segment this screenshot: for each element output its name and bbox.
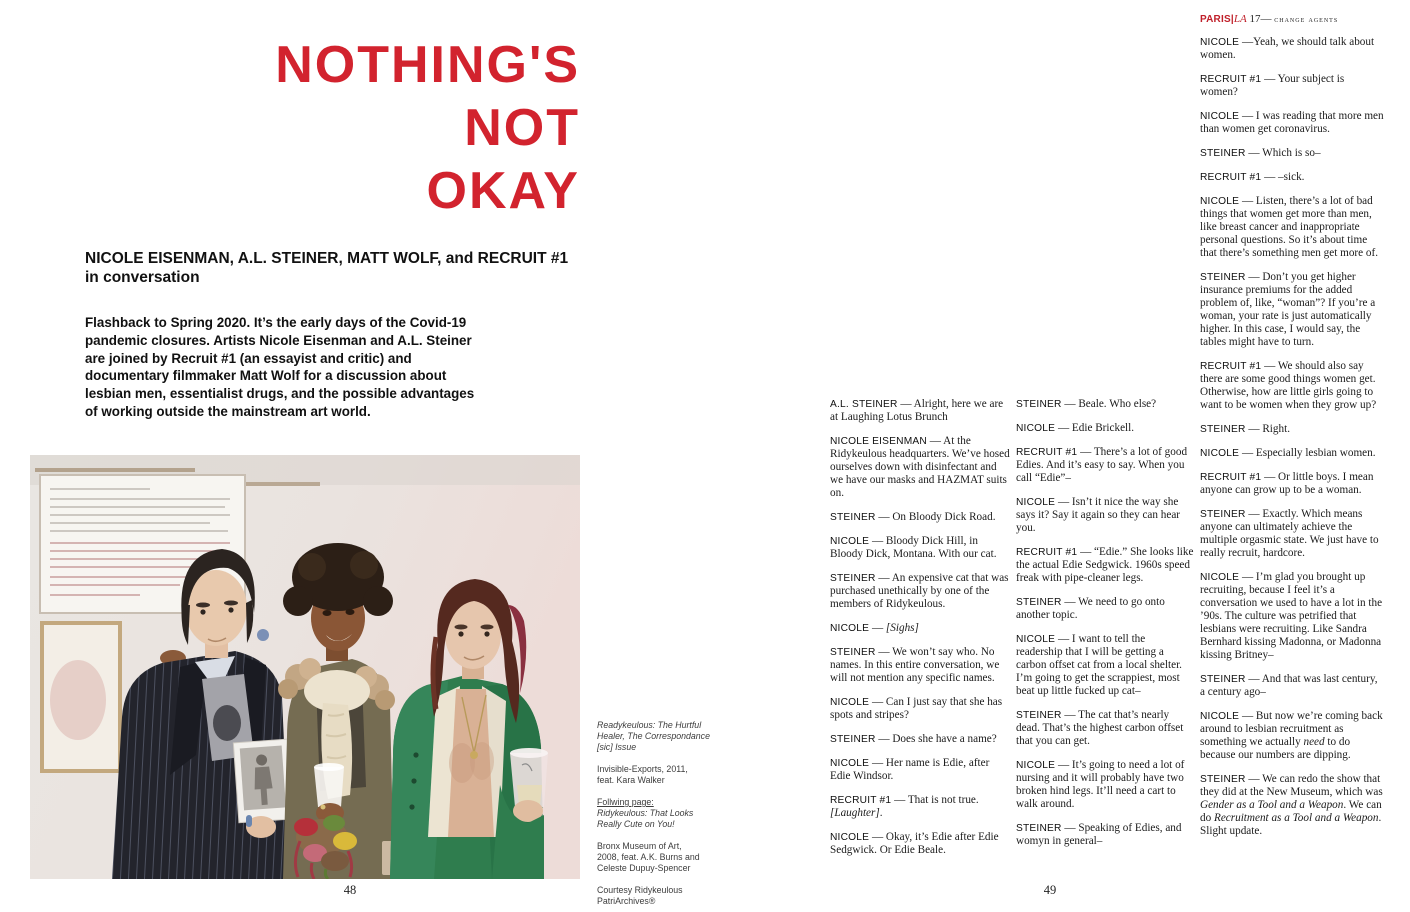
speaker-name: NICOLE	[830, 832, 870, 843]
wall-sticker	[257, 629, 269, 641]
dialogue-text: — Bloody Dick Hill, in Bloody Dick, Montana. With our cat.	[830, 535, 997, 560]
dialogue-text: — Her name is Edie, after Edie Windsor.	[830, 757, 990, 782]
speaker-name: NICOLE	[1200, 711, 1240, 722]
caption-line: Really Cute on You!	[597, 819, 675, 829]
dialogue-entry	[830, 757, 1010, 783]
running-head	[1200, 13, 1390, 25]
dialogue-text: — Which is so–	[1248, 147, 1321, 159]
dialogue-entry	[1200, 423, 1384, 436]
dialogue-entry	[1200, 508, 1384, 560]
brand-paris: PARIS	[1200, 14, 1231, 25]
dialogue-entry	[1016, 633, 1194, 698]
dialogue-text: — Especially lesbian women.	[1241, 447, 1376, 459]
photo-caption-block	[597, 720, 737, 753]
speaker-name: NICOLE	[1016, 423, 1056, 434]
page-number-left: 48	[343, 883, 357, 897]
caption-line: [sic] Issue	[597, 742, 637, 752]
dialogue-entry	[830, 572, 1010, 611]
dialogue-entry	[1200, 673, 1384, 699]
dialogue-text: — On Bloody Dick Road.	[878, 511, 996, 523]
dialogue-text: — Speaking of Edies, and womyn in general–	[1016, 822, 1182, 847]
article-title-line-2: NOT	[464, 99, 580, 157]
speaker-name: NICOLE	[830, 697, 870, 708]
dialogue-text: — [Sighs]	[871, 622, 919, 634]
caption-line: Readykeulous: The Hurtful	[597, 720, 702, 730]
page-number-right: 49	[1043, 883, 1057, 897]
speaker-name: NICOLE	[1200, 111, 1240, 122]
speaker-name: STEINER	[830, 734, 876, 745]
dialogue-text: — We can redo the show that they did at the New Museum, which was Gender as a Tool and a Weapon. We can do Recruitment as a Tool and a Weapon. Slight update.	[1200, 773, 1383, 837]
dialogue-text: — But now we’re coming back around to lesbian recruitment as something we actually need to do because our numbers are dipping.	[1200, 710, 1383, 761]
photo-caption-block	[597, 841, 737, 874]
dialogue-entry	[1200, 73, 1384, 99]
dialogue-text: — The cat that’s nearly dead. That’s the highest carbon offset that you can get.	[1016, 709, 1184, 747]
caption-line: Ridykeulous: That Looks	[597, 808, 694, 818]
dialogue-text: — “Edie.” She looks like the actual Edie Sedgwick. 1960s speed freak with pipe-cleaner legs.	[1016, 546, 1194, 584]
speaker-name: STEINER	[1200, 148, 1246, 159]
conversation-photo	[30, 455, 580, 879]
dialogue-entry	[830, 733, 1010, 746]
speaker-name: RECRUIT #1	[1200, 361, 1262, 372]
caption-line: Celeste Dupuy-Spencer	[597, 863, 691, 873]
dialogue-entry	[1200, 360, 1384, 412]
photo-caption-block	[597, 797, 737, 830]
dialogue-entry	[1016, 496, 1194, 535]
dialogue-text: — Your subject is women?	[1200, 73, 1345, 98]
brand-la: LA	[1233, 13, 1247, 25]
speaker-name: RECRUIT #1	[1200, 172, 1262, 183]
article-title-line-3: OKAY	[426, 162, 580, 220]
speaker-name: NICOLE	[1016, 634, 1056, 645]
dialogue-text: — And that was last century, a century ago–	[1200, 673, 1378, 698]
speaker-name: STEINER	[830, 573, 876, 584]
speaker-name: NICOLE	[1200, 448, 1240, 459]
dialogue-entry	[1016, 759, 1194, 811]
held-photograph	[233, 739, 292, 823]
dialogue-entry	[1200, 171, 1384, 184]
dialogue-text: — Right.	[1248, 423, 1291, 435]
speaker-name: STEINER	[830, 512, 876, 523]
dialogue-entry	[1200, 195, 1384, 260]
speaker-name: STEINER	[1200, 272, 1246, 283]
dialogue-text: — It’s going to need a lot of nursing and it will probably have two broken hind legs. It’ll need a cart to walk around.	[1016, 759, 1185, 810]
dialogue-entry	[1016, 596, 1194, 622]
issue-number: 17—	[1249, 13, 1272, 25]
speaker-name: NICOLE	[1200, 572, 1240, 583]
dialogue-text: — Beale. Who else?	[1064, 398, 1157, 410]
dialogue-entry	[1200, 110, 1384, 136]
dialogue-entry	[1016, 446, 1194, 485]
dialogue-text: — Does she have a name?	[878, 733, 997, 745]
dialogue-entry	[830, 831, 1010, 857]
dialogue-text: — Listen, there’s a lot of bad things that women get more than men, like breast cancer and inappropriate personal questions. So it’s about time that there’s something men get more of.	[1200, 195, 1379, 259]
dialogue-entry	[830, 435, 1010, 500]
speaker-name: STEINER	[1016, 823, 1062, 834]
speaker-name: STEINER	[1200, 774, 1246, 785]
dialogue-text: — Exactly. Which means anyone can ultimately achieve the multiple orgasmic state. We just have to really recruit, hardcore.	[1200, 508, 1379, 559]
conversation-column-2	[1016, 398, 1194, 886]
speaker-name: A.L. STEINER	[830, 399, 898, 410]
speaker-name: STEINER	[830, 647, 876, 658]
speaker-name: NICOLE	[830, 623, 870, 634]
conversation-column-3	[1200, 36, 1384, 886]
speaker-name: NICOLE	[1016, 497, 1056, 508]
dialogue-entry	[1016, 709, 1194, 748]
plastic-cup-middle	[314, 763, 344, 807]
speaker-name: RECRUIT #1	[830, 795, 892, 806]
caption-line: Courtesy Ridykeulous	[597, 885, 683, 895]
dialogue-entry	[1016, 422, 1194, 435]
dialogue-entry	[1200, 147, 1384, 160]
dialogue-entry	[830, 511, 1010, 524]
dialogue-entry	[1200, 471, 1384, 497]
speaker-name: STEINER	[1016, 399, 1062, 410]
caption-line: Invisible-Exports, 2011,	[597, 764, 688, 774]
section-name: change agents	[1274, 14, 1339, 24]
dialogue-text: — Can I just say that she has spots and stripes?	[830, 696, 1003, 721]
dialogue-entry	[830, 646, 1010, 685]
dialogue-text: — An expensive cat that was purchased unethically by one of the members of Ridykeulous.	[830, 572, 1009, 610]
photo-caption-column	[597, 720, 737, 912]
caption-line: feat. Kara Walker	[597, 775, 665, 785]
photo-caption-block	[597, 764, 737, 786]
dialogue-entry	[830, 535, 1010, 561]
speaker-name: NICOLE	[830, 758, 870, 769]
dialogue-entry	[1016, 398, 1194, 411]
speaker-name: NICOLE	[1200, 37, 1240, 48]
plastic-cup-right	[510, 748, 548, 807]
dialogue-entry	[1016, 822, 1194, 848]
article-title	[200, 34, 580, 223]
dialogue-entry	[1200, 773, 1384, 838]
photo-caption-block	[597, 885, 737, 907]
photo-illustration	[30, 455, 580, 879]
dialogue-text: — I’m glad you brought up recruiting, because I feel it’s a conversation we used to have a lot in the ’90s. The culture was petrified that lesbians were recruiting. Like Sandra Bernhard kissing Madonna, or Madonna kissing Britney–	[1200, 571, 1383, 661]
dialogue-text: — –sick.	[1264, 171, 1305, 183]
speaker-name: RECRUIT #1	[1016, 447, 1078, 458]
dialogue-entry	[1016, 546, 1194, 585]
dialogue-entry	[830, 398, 1010, 424]
dialogue-text: — Okay, it’s Edie after Edie Sedgwick. Or Edie Beale.	[830, 831, 999, 856]
speaker-name: NICOLE	[1200, 196, 1240, 207]
speaker-name: STEINER	[1016, 710, 1062, 721]
speaker-name: RECRUIT #1	[1016, 547, 1078, 558]
dialogue-text: — Alright, here we are at Laughing Lotus Brunch	[830, 398, 1004, 423]
speaker-name: RECRUIT #1	[1200, 74, 1262, 85]
article-title-line-1: NOTHING'S	[275, 36, 580, 94]
dialogue-text: — We need to go onto another topic.	[1016, 596, 1165, 621]
dialogue-entry	[1200, 36, 1384, 62]
byline-subtitle: in conversation	[85, 269, 200, 286]
speaker-name: RECRUIT #1	[1200, 472, 1262, 483]
byline-names: NICOLE EISENMAN, A.L. STEINER, MATT WOLF, and RECRUIT #1	[85, 250, 569, 267]
dialogue-entry	[830, 622, 1010, 635]
dialogue-entry	[1200, 447, 1384, 460]
speaker-name: NICOLE EISENMAN	[830, 436, 927, 447]
dialogue-text: — Don’t you get higher insurance premiums for the added problem of, like, “woman”? If you’re a woman, your rate is just automatically higher. In this case, I would say, the tables might have to turn.	[1200, 271, 1376, 348]
dialogue-entry	[1200, 710, 1384, 762]
speaker-name: STEINER	[1200, 424, 1246, 435]
dialogue-entry	[1200, 571, 1384, 662]
dialogue-text: — Edie Brickell.	[1057, 422, 1135, 434]
dialogue-entry	[1200, 271, 1384, 349]
dialogue-text: — At the Ridykeulous headquarters. We’ve hosed ourselves down with disinfectant and we have our masks and HAZMAT suits on.	[830, 435, 1010, 499]
caption-line: 2008, feat. A.K. Burns and	[597, 852, 700, 862]
dialogue-text: — We won’t say who. No names. In this entire conversation, we will not mention any specific names.	[830, 646, 1000, 684]
speaker-name: STEINER	[1200, 674, 1246, 685]
speaker-name: STEINER	[1016, 597, 1062, 608]
byline	[85, 249, 645, 287]
dialogue-text: — Or little boys. I mean anyone can grow up to be a woman.	[1200, 471, 1374, 496]
caption-line: Bronx Museum of Art,	[597, 841, 682, 851]
dialogue-text: — I was reading that more men than women get coronavirus.	[1200, 110, 1384, 135]
dialogue-text: — Isn’t it nice the way she says it? Say it again so they can hear you.	[1016, 496, 1181, 534]
dialogue-text: — I want to tell the readership that I will be getting a carbon offset cat from a local shelter. I’m going to get the scrappiest, most beat up little fucked up cat–	[1016, 633, 1182, 697]
dialogue-text: — That is not true. [Laughter].	[830, 794, 979, 819]
person-middle	[278, 543, 406, 879]
dialogue-text: — There’s a lot of good Edies. And it’s easy to say. When you call “Edie”–	[1016, 446, 1188, 484]
speaker-name: STEINER	[1200, 509, 1246, 520]
dialogue-entry	[830, 696, 1010, 722]
dialogue-entry	[830, 794, 1010, 820]
intro-paragraph: Flashback to Spring 2020. It’s the early days of the Covid-19 pandemic closures. Artists Nicole Eisenman and A.L. Steiner are joined by Recruit #1 (an essayist and critic) and documentary filmmaker Matt Wolf for a discussion about lesbian men, essentialist drugs, and the possible advantages of working outside the mainstream art world.	[85, 315, 475, 419]
speaker-name: NICOLE	[1016, 760, 1056, 771]
conversation-column-1	[830, 398, 1010, 886]
caption-line: PatriArchives®	[597, 896, 656, 906]
brand-divider: |	[1230, 14, 1234, 25]
caption-line: Healer, The Correspondance	[597, 731, 710, 741]
caption-line: Follwing page:	[597, 797, 654, 807]
dialogue-text: — We should also say there are some good things women get. Otherwise, how are little girls going to want to be women when they grow up?	[1200, 360, 1377, 411]
dialogue-text: —Yeah, we should talk about women.	[1200, 36, 1375, 61]
speaker-name: NICOLE	[830, 536, 870, 547]
